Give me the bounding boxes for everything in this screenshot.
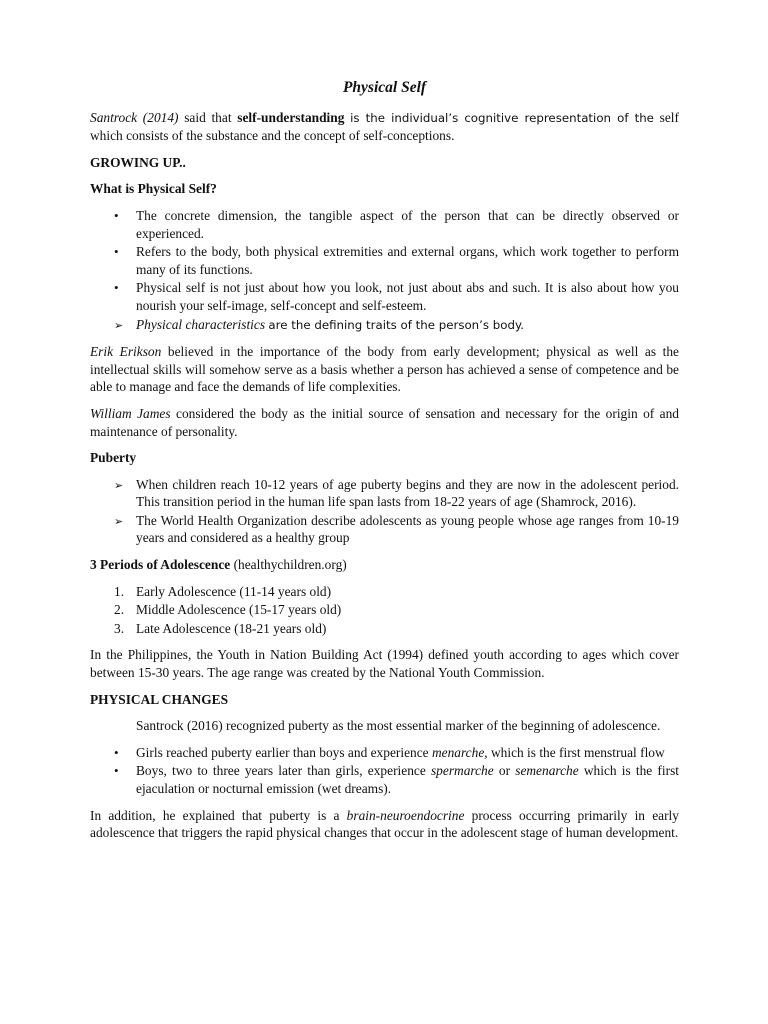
list-item xyxy=(90,316,679,335)
james-paragraph xyxy=(90,405,679,440)
list-item-text: Physical self is not just about how you look, not just about abs and such. It is also about how you nourish your self-image, self-concept and self-esteem. xyxy=(136,280,679,313)
addition-text: In addition, he explained that puberty is a xyxy=(90,807,340,823)
periods-heading-line xyxy=(90,556,679,574)
list-item-text: The concrete dimension, the tangible aspect of the person that can be directly observed or experienced. xyxy=(136,207,679,241)
intro-paragraph xyxy=(90,109,679,145)
arrow-bullet-icon xyxy=(114,476,132,496)
list-item-text: Early Adolescence (11-14 years old) xyxy=(136,583,332,599)
list-item xyxy=(90,762,679,797)
physical-changes-heading: PHYSICAL CHANGES xyxy=(90,691,229,707)
arrow-bullet-icon xyxy=(114,316,132,336)
philippines-paragraph: In the Philippines, the Youth in Nation Building Act (1994) defined youth according to ages which cover between 15-30 years. The age range was created by the National Youth Commission. xyxy=(90,647,679,681)
what-is-heading: What is Physical Self? xyxy=(90,181,217,197)
list-item-text: When children reach 10-12 years of age puberty begins and they are now in the adolescent period. This transition period in the human life span lasts from 18-22 years of age (Shamrock, 2016). xyxy=(136,476,679,510)
santrock-2016-paragraph: Santrock (2016) recognized puberty as the most essential marker of the beginning of adolescence. xyxy=(136,718,661,734)
bullet-icon xyxy=(114,207,132,225)
list-number: 3. xyxy=(114,620,125,636)
intro-said-that: said that xyxy=(184,109,232,125)
list-item xyxy=(90,583,679,601)
bullet-icon xyxy=(114,762,132,780)
bullet-icon xyxy=(114,279,132,297)
intro-rest: self which consists of the substance and the concept of self-conceptions. xyxy=(90,109,679,144)
document-body xyxy=(90,79,679,851)
periods-source: (healthychildren.org) xyxy=(233,557,347,573)
growing-up-heading: GROWING UP.. xyxy=(90,154,186,170)
list-item xyxy=(90,279,679,314)
james-name: William James xyxy=(90,405,171,421)
list-item-text: Girls reached puberty earlier than boys and experience xyxy=(136,744,429,760)
spermarche-term: spermarche xyxy=(430,763,494,779)
physical-self-list xyxy=(90,207,679,315)
list-item-text: Boys, two to three years later than girls, experience xyxy=(136,763,426,779)
intro-rest-sans: is the individual’s cognitive representation of the xyxy=(350,110,654,125)
menarche-term: menarche xyxy=(431,744,485,760)
addition-text: process occurring primarily in early adolescence that triggers the rapid physical changes that occur in the adolescent stage of human development. xyxy=(90,807,679,841)
list-item-text: or xyxy=(498,763,511,779)
periods-list xyxy=(90,583,679,638)
list-number: 2. xyxy=(114,602,125,618)
brain-neuroendocrine-term: brain-neuroendocrine xyxy=(346,807,465,823)
arrow-bullet-icon xyxy=(114,512,132,532)
erikson-name: Erik Erikson xyxy=(90,344,162,360)
list-item-text: , which is the first menstrual flow xyxy=(484,744,665,760)
james-text: considered the body as the initial source of sensation and necessary for the origin of and maintenance of personality. xyxy=(90,405,679,439)
bullet-icon xyxy=(114,243,132,261)
list-item xyxy=(90,476,679,511)
semenarche-term: semenarche xyxy=(515,763,579,779)
list-item xyxy=(90,243,679,278)
changes-list xyxy=(90,744,679,798)
list-item-term: Physical characteristics xyxy=(136,316,266,332)
periods-heading: 3 Periods of Adolescence xyxy=(90,557,231,573)
list-item-text: Middle Adolescence (15-17 years old) xyxy=(136,602,342,618)
list-item xyxy=(90,744,679,762)
list-item xyxy=(90,512,679,547)
intro-author: Santrock (2014) xyxy=(90,109,179,125)
list-item-text: which is the first ejaculation or nocturnal emission (wet dreams). xyxy=(136,763,680,796)
list-item-text: are the defining traits of the person’s body. xyxy=(268,317,525,332)
erikson-paragraph xyxy=(90,343,679,396)
list-item-text: Refers to the body, both physical extremities and external organs, which work together to perform many of its functions. xyxy=(136,244,679,277)
bullet-icon xyxy=(114,744,132,762)
addition-paragraph xyxy=(90,807,679,842)
list-item-text: The World Health Organization describe adolescents as young people whose age ranges from 10-19 years and considered as a healthy group xyxy=(136,512,679,546)
list-item xyxy=(90,620,679,638)
list-item xyxy=(90,601,679,619)
erikson-text: believed in the importance of the body from early development; physical as well as the intellectual skills will somehow serve as a basis whether a person has achieved a sense of competence and be able to manage and face the demands of life complexities. xyxy=(90,344,679,395)
page-title: Physical Self xyxy=(342,79,427,96)
list-number: 1. xyxy=(114,583,125,599)
characteristics-list xyxy=(90,316,679,335)
puberty-list xyxy=(90,476,679,547)
intro-term: self-understanding xyxy=(237,109,345,125)
list-item-text: Late Adolescence (18-21 years old) xyxy=(136,620,327,636)
puberty-heading: Puberty xyxy=(90,450,137,466)
list-item xyxy=(90,207,679,242)
